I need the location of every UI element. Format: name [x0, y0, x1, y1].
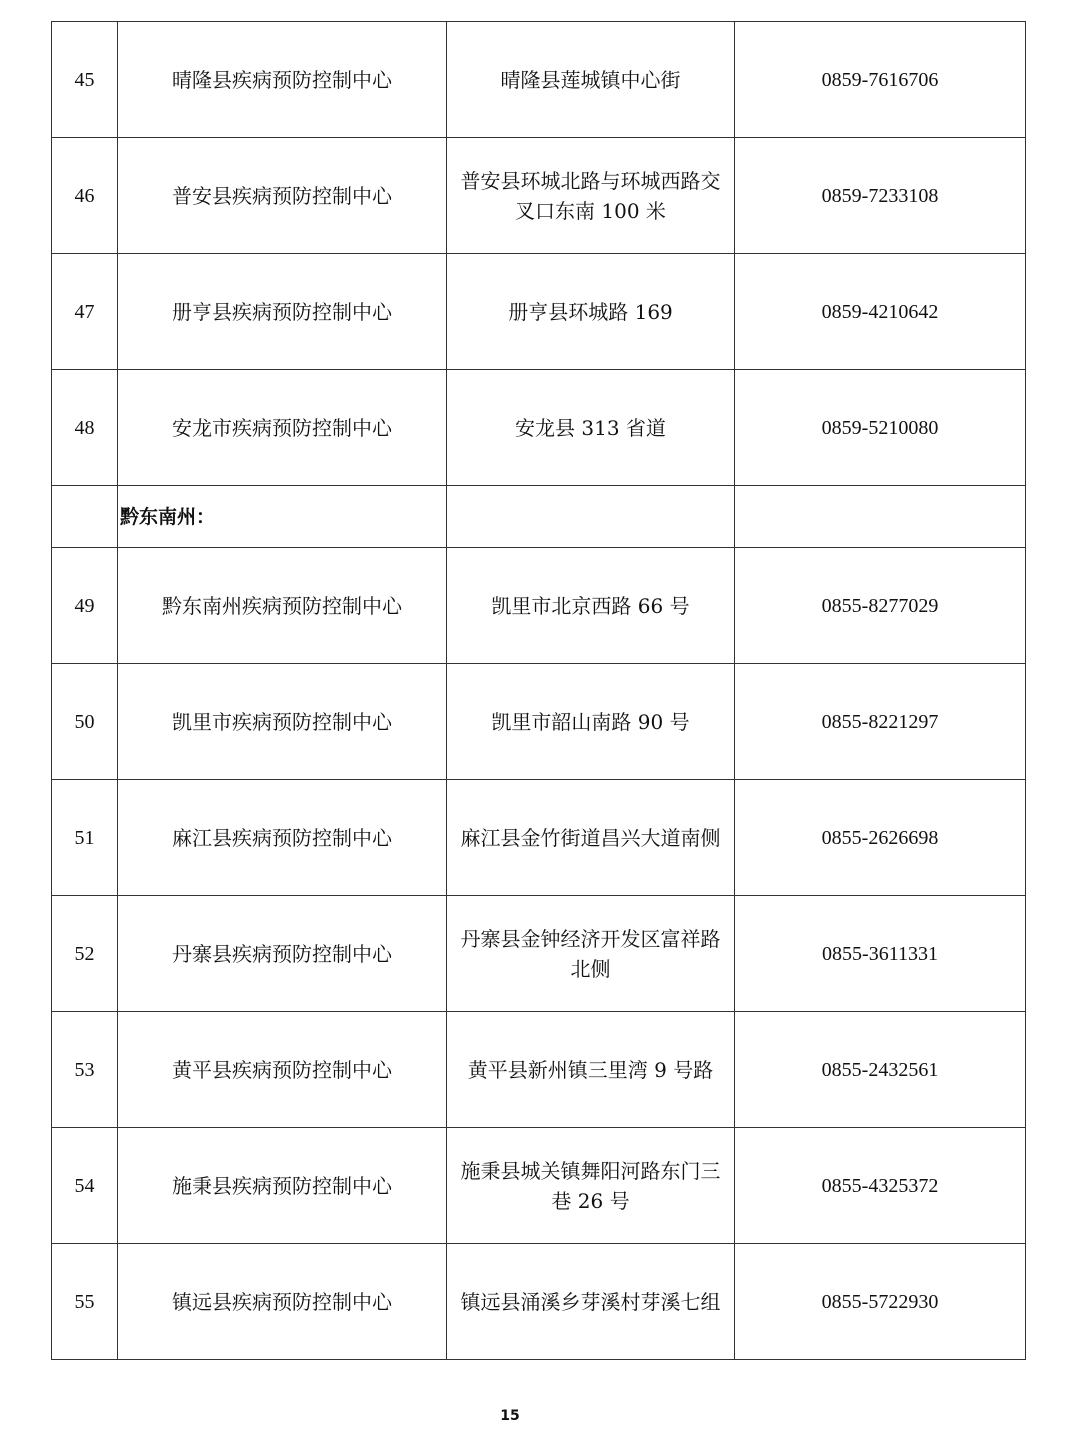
- org-phone: 0855-2626698: [735, 780, 1026, 896]
- org-phone: 0855-2432561: [735, 1012, 1026, 1128]
- org-phone: 0855-4325372: [735, 1128, 1026, 1244]
- org-phone: 0855-8221297: [735, 664, 1026, 780]
- table-row: [52, 138, 1026, 254]
- org-name: 安龙市疾病预防控制中心: [118, 370, 447, 486]
- section-empty-cell: [735, 486, 1026, 548]
- table-row: [52, 254, 1026, 370]
- table-row: [52, 1244, 1026, 1360]
- org-address: 黄平县新州镇三里湾 9 号路: [447, 1012, 735, 1128]
- table-section-header: [52, 486, 1026, 548]
- table-row: [52, 780, 1026, 896]
- org-address: 凯里市北京西路 66 号: [447, 548, 735, 664]
- org-name: 丹寨县疾病预防控制中心: [118, 896, 447, 1012]
- org-name: 凯里市疾病预防控制中心: [118, 664, 447, 780]
- row-number: 50: [52, 664, 118, 780]
- org-name: 镇远县疾病预防控制中心: [118, 1244, 447, 1360]
- org-phone: 0859-4210642: [735, 254, 1026, 370]
- row-number: 54: [52, 1128, 118, 1244]
- org-address: 安龙县 313 省道: [447, 370, 735, 486]
- org-name: 施秉县疾病预防控制中心: [118, 1128, 447, 1244]
- row-number: 49: [52, 548, 118, 664]
- org-address: 册亨县环城路 169: [447, 254, 735, 370]
- table-row: [52, 370, 1026, 486]
- org-address: 施秉县城关镇舞阳河路东门三巷 26 号: [447, 1128, 735, 1244]
- org-name: 晴隆县疾病预防控制中心: [118, 22, 447, 138]
- row-number: 47: [52, 254, 118, 370]
- org-address: 镇远县涌溪乡芽溪村芽溪七组: [447, 1244, 735, 1360]
- section-empty-cell: [52, 486, 118, 548]
- table-body-group-b: [52, 548, 1026, 1360]
- section-empty-cell: [447, 486, 735, 548]
- table-row: [52, 664, 1026, 780]
- row-number: 53: [52, 1012, 118, 1128]
- table-row: [52, 1128, 1026, 1244]
- row-number: 52: [52, 896, 118, 1012]
- table-row: [52, 548, 1026, 664]
- org-phone: 0855-3611331: [735, 896, 1026, 1012]
- org-name: 黄平县疾病预防控制中心: [118, 1012, 447, 1128]
- org-phone: 0855-5722930: [735, 1244, 1026, 1360]
- table-body-group-a: [52, 22, 1026, 486]
- row-number: 48: [52, 370, 118, 486]
- section-label: 黔东南州：: [118, 486, 447, 548]
- page-number: 15: [500, 1408, 520, 1424]
- row-number: 46: [52, 138, 118, 254]
- org-name: 麻江县疾病预防控制中心: [118, 780, 447, 896]
- cdc-contact-table: [51, 21, 1026, 1360]
- org-name: 普安县疾病预防控制中心: [118, 138, 447, 254]
- section-row: [52, 486, 1026, 548]
- org-phone: 0859-5210080: [735, 370, 1026, 486]
- table-row: [52, 22, 1026, 138]
- org-name: 册亨县疾病预防控制中心: [118, 254, 447, 370]
- org-address: 普安县环城北路与环城西路交叉口东南 100 米: [447, 138, 735, 254]
- org-name: 黔东南州疾病预防控制中心: [118, 548, 447, 664]
- org-address: 晴隆县莲城镇中心街: [447, 22, 735, 138]
- org-address: 凯里市韶山南路 90 号: [447, 664, 735, 780]
- org-phone: 0859-7616706: [735, 22, 1026, 138]
- org-phone: 0855-8277029: [735, 548, 1026, 664]
- table-row: [52, 896, 1026, 1012]
- row-number: 51: [52, 780, 118, 896]
- org-address: 丹寨县金钟经济开发区富祥路北侧: [447, 896, 735, 1012]
- org-address: 麻江县金竹街道昌兴大道南侧: [447, 780, 735, 896]
- row-number: 55: [52, 1244, 118, 1360]
- org-phone: 0859-7233108: [735, 138, 1026, 254]
- table-row: [52, 1012, 1026, 1128]
- row-number: 45: [52, 22, 118, 138]
